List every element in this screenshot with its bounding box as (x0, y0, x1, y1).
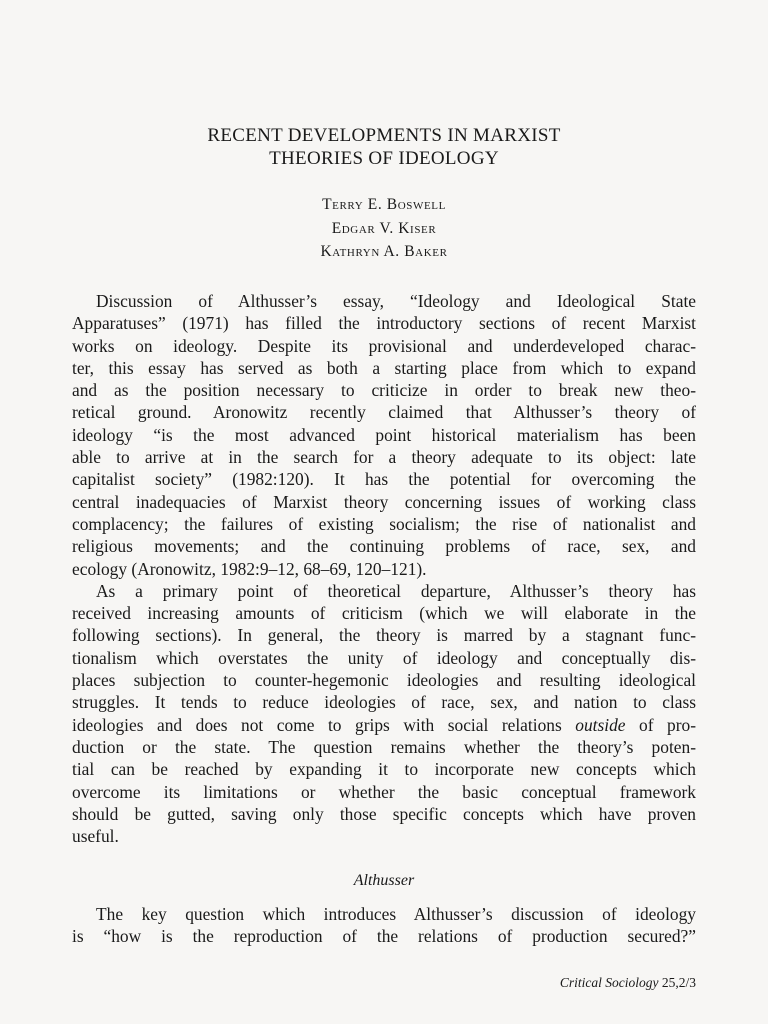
author-name: Edgar V. Kiser (331, 219, 437, 237)
text-line: useful. (72, 826, 119, 847)
text-line: Discussion of Althusser’s essay, “Ideology and Ideological State (96, 291, 696, 311)
text-segment: of pro- (625, 714, 696, 735)
paragraph-2 (72, 580, 696, 848)
text-line: is “how is the reproduction of the relations of production secured?” (72, 926, 696, 947)
text-line: The key question which introduces Althusser’s discussion of ideology (96, 904, 696, 924)
text-line: ter, this essay has served as both a starting place from which to expand (72, 357, 696, 378)
text-line: able to arrive at in the search for a theory adequate to its object: late (72, 447, 696, 468)
section-heading: Althusser (353, 872, 415, 889)
text-line: places subjection to counter-hegemonic ideologies and resulting ideological (72, 670, 696, 691)
paragraph-1 (72, 290, 696, 580)
title-line-2: THEORIES OF IDEOLOGY (269, 148, 499, 169)
text-line: duction or the state. The question remains whether the theory’s poten- (72, 736, 696, 757)
emphasized-word: outside (575, 714, 626, 735)
text-line: should be gutted, saving only those specific concepts which have proven (72, 803, 696, 824)
text-segment: ideologies and does not come to grips with social relations (72, 714, 576, 735)
text-line: religious movements; and the continuing problems of race, sex, and (72, 536, 696, 557)
text-line: tionalism which overstates the unity of ideology and conceptually dis- (72, 647, 696, 668)
text-line: received increasing amounts of criticism (which we will elaborate in the (72, 603, 696, 624)
journal-name: Critical Sociology (559, 975, 659, 990)
text-line: complacency; the failures of existing socialism; the rise of nationalist and (72, 513, 696, 534)
paragraph-3 (72, 903, 696, 948)
text-line: central inadequacies of Marxist theory concerning issues of working class (72, 491, 696, 512)
text-line: capitalist society” (1982:120). It has the potential for overcoming the (72, 469, 696, 490)
page-footer (560, 975, 696, 991)
author-name: Kathryn A. Baker (320, 243, 448, 260)
text-line: following sections). In general, the theory is marred by a stagnant func- (72, 625, 696, 646)
text-line: overcome its limitations or whether the basic conceptual framework (72, 781, 696, 802)
text-line: Apparatuses” (1971) has filled the introductory sections of recent Marxist (72, 313, 696, 334)
text-line: ideology “is the most advanced point historical materialism has been (72, 424, 696, 445)
body-text-continued (72, 903, 696, 948)
body-text (72, 290, 696, 847)
author-list (0, 193, 768, 264)
journal-issue: 25,2/3 (658, 975, 696, 990)
text-line: ecology (Aronowitz, 1982:9–12, 68–69, 120–121). (72, 558, 427, 579)
text-line: struggles. It tends to reduce ideologies of race, sex, and nation to class (72, 692, 696, 713)
article-title (0, 124, 768, 170)
text-line: tial can be reached by expanding it to incorporate new concepts which (72, 759, 696, 780)
text-line: retical ground. Aronowitz recently claimed that Althusser’s theory of (72, 402, 696, 423)
text-line: works on ideology. Despite its provisional and underdeveloped charac- (72, 335, 696, 356)
text-line-with-emphasis (72, 714, 696, 736)
text-line: and as the position necessary to criticize in order to break new theo- (72, 380, 696, 401)
title-line-1: RECENT DEVELOPMENTS IN MARXIST (207, 125, 561, 146)
text-line: As a primary point of theoretical departure, Althusser’s theory has (96, 580, 696, 601)
author-name: Terry E. Boswell (322, 196, 446, 213)
